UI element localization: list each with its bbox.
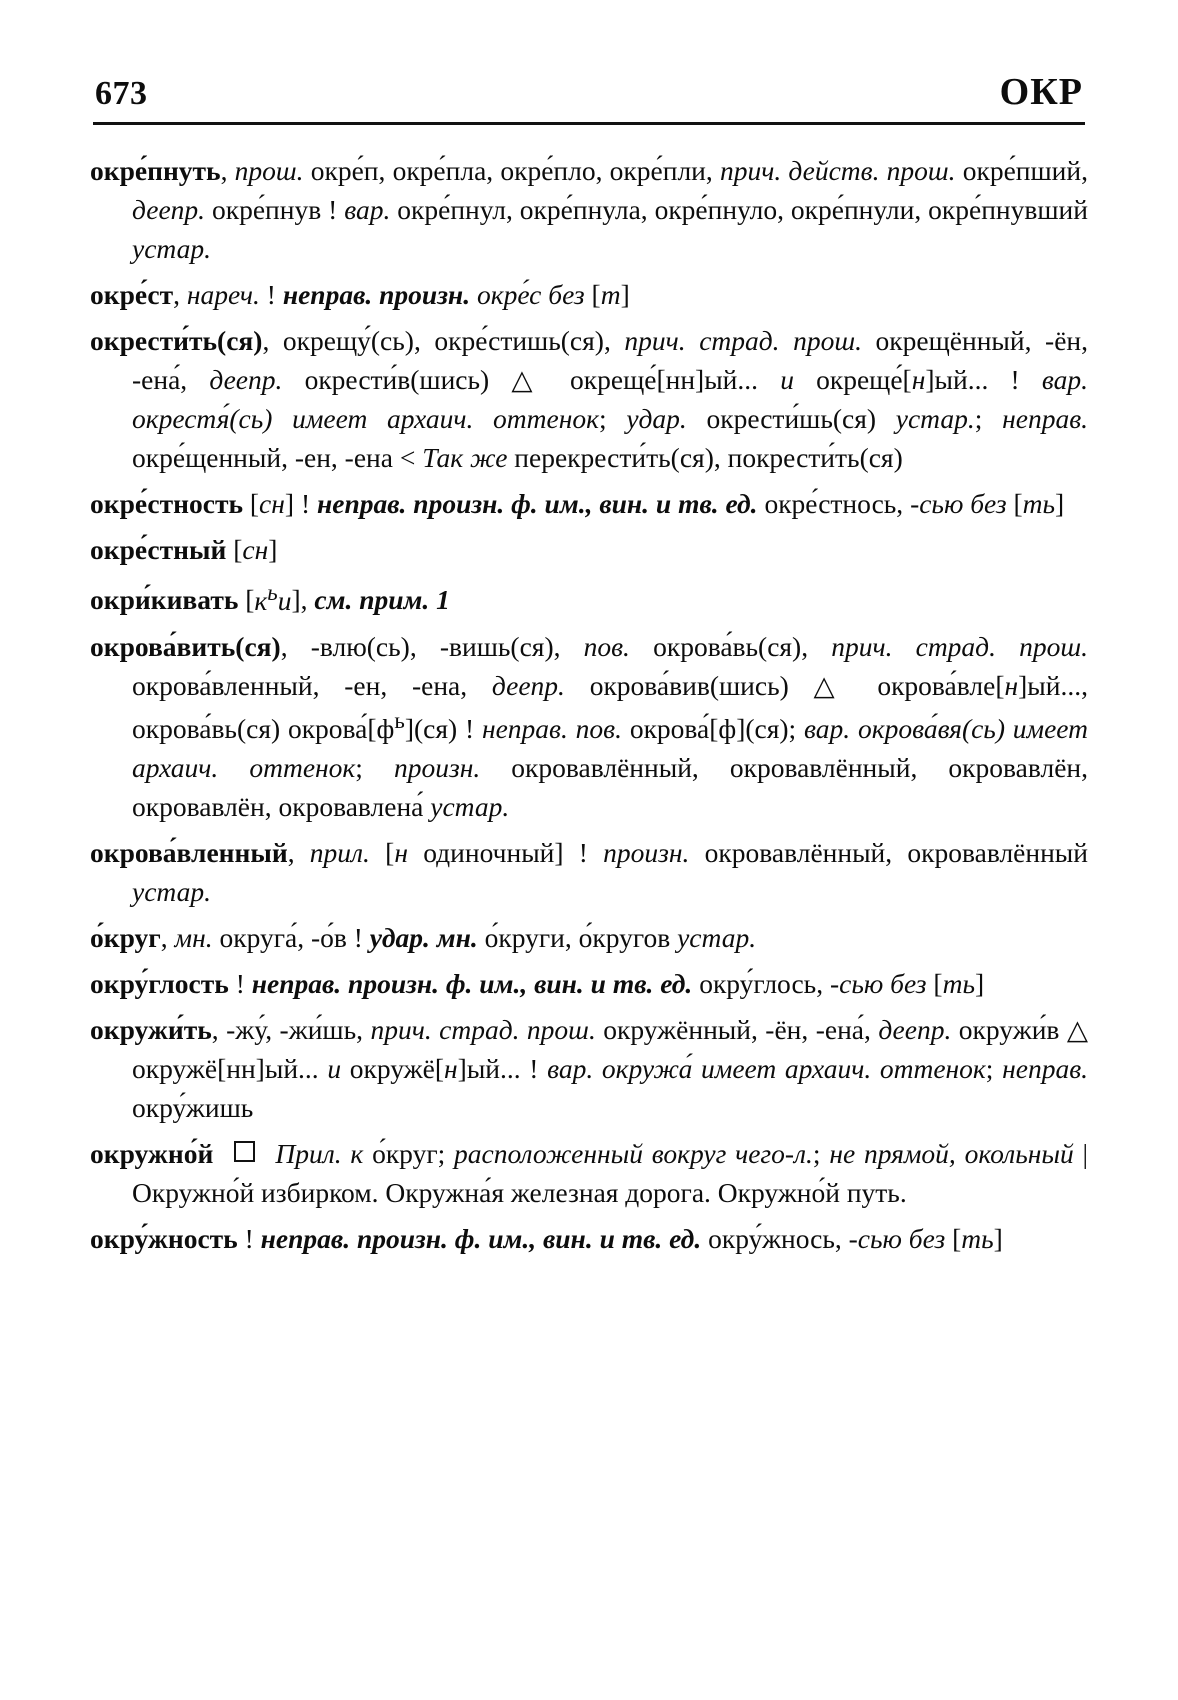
dictionary-entry: окре́стность [сн] ! неправ. произн. ф. им., вин. и тв. ед. окре́стнось, -сью без [ть] [90, 488, 1065, 520]
dictionary-entry: окру́жность ! неправ. произн. ф. им., вин. и тв. ед. окру́жнось, -сью без [ть] [90, 1223, 1003, 1255]
dictionary-entry: окрова́вить(ся), -влю(сь), -вишь(ся), пов. окрова́вь(ся), прич. страд. прош. окрова́вленный, -ен, -ена, деепр. окрова́вив(шись) △ окрова́вле[н]ый..., окрова́вь(ся) $окрова́[ф^ь](ся)$ ! неправ. пов. окрова́[ф](ся); вар. окрова́вя(сь) имеет архаич. оттенок; произн. окровавлённый, окровавлённый, окровавлён, окровавлён, окровавлена́ устар. [90, 630, 1088, 823]
running-head: ОКР [999, 71, 1083, 113]
dictionary-entry: окри́кивать $[к^ьи]$, см. прим. 1 [90, 579, 450, 616]
dictionary-entry: окре́пнуть, прош. окре́п, окре́пла, окре́пло, окре́пли, прич. действ. прош. окре́пший, деепр. окре́пнув ! вар. окре́пнул, окре́пнула, окре́пнуло, окре́пнули, окре́пнувший устар. [90, 155, 1088, 265]
dictionary-entry: о́круг, мн. округа́, -о́в ! удар. мн. о́круги, о́кругов устар. [90, 922, 757, 954]
page-header [90, 70, 1088, 114]
page-number: 673 [95, 75, 148, 112]
dictionary-entry: окрова́вленный, прил. [н одиночный] ! произн. окровавлённый, окровавлённый устар. [90, 837, 1088, 908]
header-rule [93, 122, 1085, 125]
square-marker-icon [234, 1141, 255, 1162]
dictionary-entry: окре́ст, нареч. ! неправ. произн. окре́с без [т] [90, 279, 630, 311]
dictionary-entry: окружи́ть, -жу́, -жи́шь, прич. страд. прош. окружённый, -ён, -ена́, деепр. окружи́в △ окружё[нн]ый... и окружё[н]ый... ! вар. окружа́ имеет архаич. оттенок; неправ. окру́жишь [90, 1014, 1089, 1124]
dictionary-entry: окре́стный [сн] [90, 534, 278, 566]
dictionary-entry: окружно́й Прил. к о́круг; расположенный вокруг чего-л.; не прямой, окольный | Окружно́й избирком. Окружна́я железная дорога. Окружно́й путь. [90, 1138, 1089, 1209]
dictionary-entry: окрести́ть(ся), окрещу́(сь), окре́стишь(ся), прич. страд. прош. окрещённый, -ён, -ена́, деепр. окрести́в(шись) △ окреще́[нн]ый... и окреще́[н]ый... ! вар. окрестя́(сь) имеет архаич. оттенок; удар. окрести́шь(ся) устар.; неправ. окре́щенный, -ен, -ена < Так же перекрести́ть(ся), покрести́ть(ся) [90, 325, 1089, 474]
entry-list [90, 151, 1088, 1259]
dictionary-entry: окру́глость ! неправ. произн. ф. им., вин. и тв. ед. окру́глось, -сью без [ть] [90, 968, 985, 1000]
